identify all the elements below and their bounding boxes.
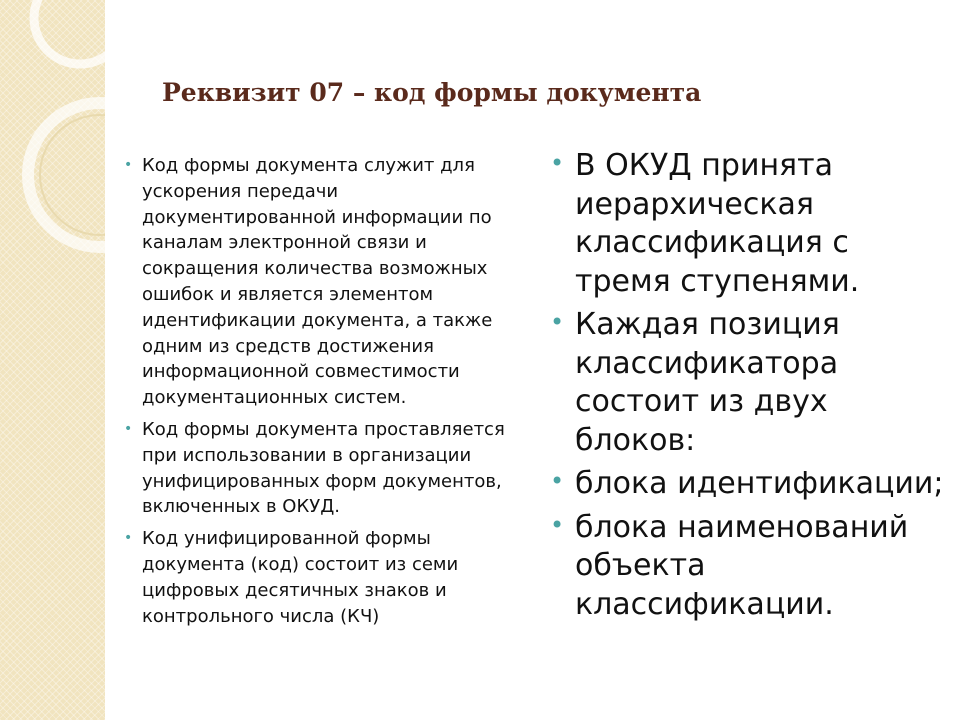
list-item — [548, 465, 948, 504]
slide-title: Реквизит 07 – код формы документа — [162, 78, 702, 107]
bullet-icon: • — [124, 420, 133, 437]
bullet-text: В ОКУД принята иерархическая классификация с тремя ступенями. — [575, 148, 860, 299]
decorative-rings — [0, 0, 105, 720]
list-item — [122, 153, 532, 411]
bullet-icon: • — [124, 530, 133, 547]
list-item — [548, 306, 948, 460]
bullet-text: блока наименований объекта классификации. — [575, 509, 909, 622]
list-item — [122, 417, 532, 520]
bullet-text: блока идентификации; — [575, 466, 944, 501]
bullet-text: Код унифицированной формы документа (код) состоит из семи цифровых десятичных знаков и контрольного числа (КЧ) — [142, 528, 459, 627]
bullet-icon: • — [550, 467, 565, 495]
bullet-text: Код формы документа служит для ускорения передачи документированной информации по каналам электронной связи и сокращения количества возможных ошибок и является элементом идентификации документа, а также одним из средств достижения информационной совместимости документационных систем. — [142, 155, 493, 409]
list-item — [548, 147, 948, 301]
bullet-icon: • — [550, 149, 565, 177]
bullet-text: Код формы документа проставляется при использовании в организации унифицированных форм документов, включенных в ОКУД. — [142, 418, 505, 518]
list-item — [548, 509, 948, 625]
bullet-icon: • — [124, 157, 133, 173]
bullet-text: Каждая позиция классификатора состоит из двух блоков: — [575, 307, 840, 458]
bullet-icon: • — [550, 308, 565, 336]
right-bullet-list — [548, 147, 948, 629]
left-bullet-list — [122, 153, 532, 635]
decorative-side-panel — [0, 0, 105, 720]
bullet-icon: • — [550, 510, 565, 539]
list-item — [122, 526, 532, 629]
